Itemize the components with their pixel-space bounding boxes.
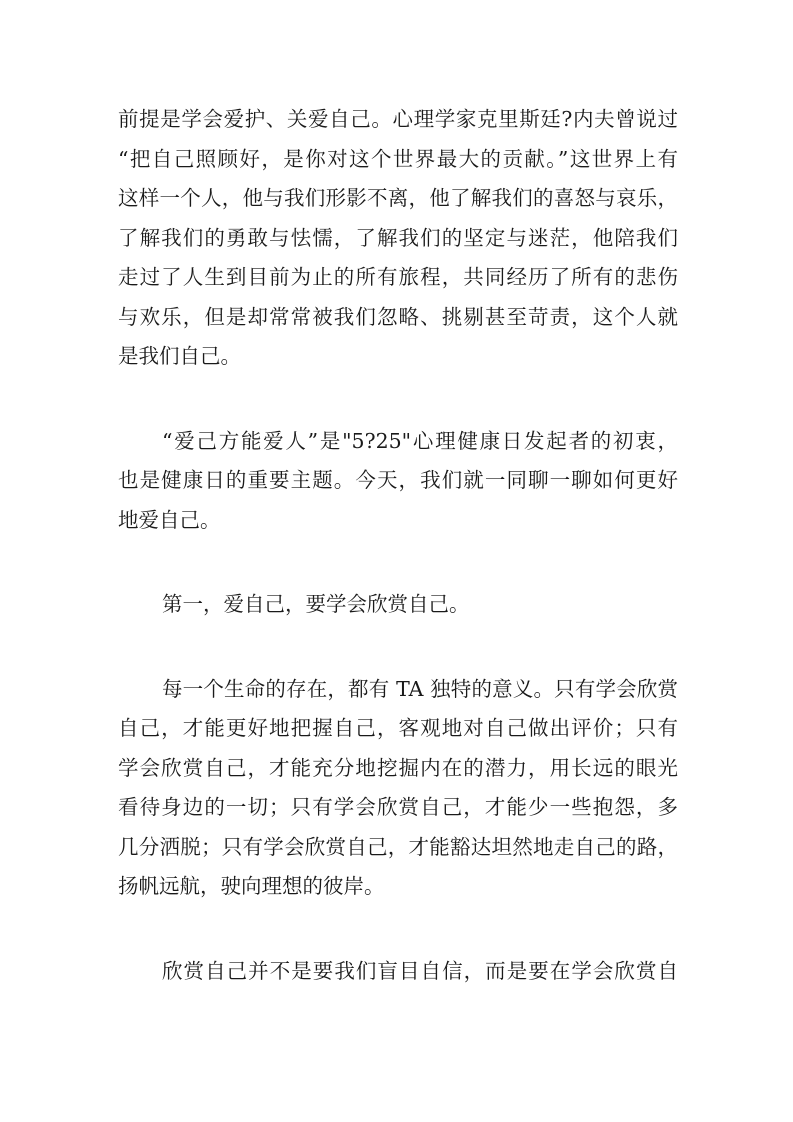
text-line: 欣赏自己并不是要我们盲目自信，而是要在学会欣赏自 <box>162 958 678 983</box>
text-line: 走过了人生到目前为止的所有旅程，共同经历了所有的悲伤 <box>118 265 678 289</box>
text-line: 自己，才能更好地把握自己，客观地对自己做出评价；只有 <box>118 716 678 740</box>
text-line: “把自己照顾好，是你对这个世界最大的贡献。”这世界上有 <box>118 146 678 171</box>
paragraph-3 <box>118 585 678 625</box>
paragraph-4 <box>118 670 678 907</box>
text-line: 地爱自己。 <box>118 507 221 532</box>
section-point: 第一，爱自己，要学会欣赏自己。 <box>162 592 470 616</box>
paragraph-gap <box>118 625 678 670</box>
document-page <box>118 100 678 991</box>
text-line: 也是健康日的重要主题。今天，我们就一同聊一聊如何更好 <box>118 468 678 492</box>
paragraph-2 <box>118 422 678 541</box>
text-line: 每一个生命的存在，都有 TA 独特的意义。只有学会欣赏 <box>162 676 678 701</box>
text-line: 了解我们的勇敢与怯懦，了解我们的坚定与迷茫，他陪我们 <box>118 225 678 250</box>
text-line: “爱己方能爱人”是"5?25"心理健康日发起者的初衷， <box>162 428 678 453</box>
text-line: 学会欣赏自己，才能充分地挖掘内在的潜力，用长远的眼光 <box>118 755 678 780</box>
paragraph-5 <box>118 952 678 992</box>
text-line: 前提是学会爱护、关爱自己。心理学家克里斯廷?内夫曾说过 <box>118 107 678 131</box>
text-line: 是我们自己。 <box>118 344 241 368</box>
text-line: 几分洒脱；只有学会欣赏自己，才能豁达坦然地走自己的路， <box>118 834 678 859</box>
text-line: 与欢乐，但是却常常被我们忽略、挑剔甚至苛责，这个人就 <box>118 304 678 329</box>
paragraph-gap <box>118 540 678 585</box>
text-line: 这样一个人，他与我们形影不离，他了解我们的喜怒与哀乐， <box>118 186 678 210</box>
paragraph-1 <box>118 100 678 377</box>
paragraph-gap <box>118 377 678 422</box>
text-line: 扬帆远航，驶向理想的彼岸。 <box>118 874 385 898</box>
text-line: 看待身边的一切；只有学会欣赏自己，才能少一些抱怨，多 <box>118 795 678 819</box>
paragraph-gap <box>118 907 678 952</box>
